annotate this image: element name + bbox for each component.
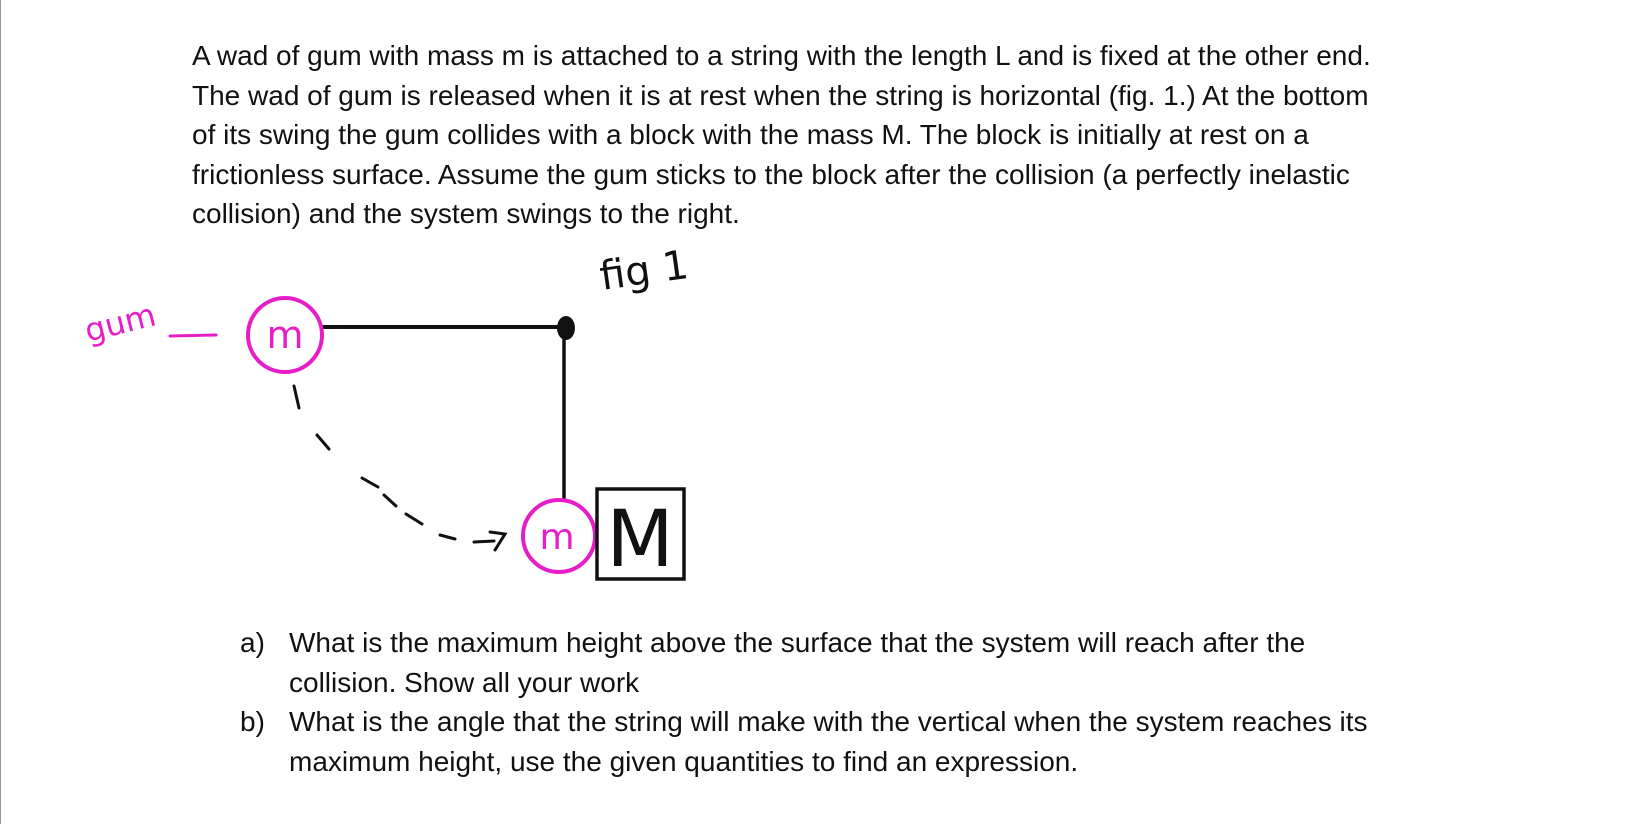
swing-path-dash: [406, 514, 422, 524]
swing-path-dash: [362, 478, 378, 487]
pivot-point: [557, 316, 575, 340]
question-line: What is the maximum height above the surface that the system will reach after the: [289, 627, 1306, 658]
problem-line: The wad of gum is released when it is at rest when the string is horizontal (fig. 1.) At the bottom: [192, 79, 1369, 111]
question-line: maximum height, use the given quantities to find an expression.: [289, 745, 1079, 777]
swing-path-arrow: [294, 386, 505, 550]
question-item: [240, 623, 1540, 702]
gum-end-mass-label: m: [539, 517, 575, 558]
gum-label: gum: [80, 295, 160, 350]
question-item: [240, 702, 1540, 781]
question-line: What is the angle that the string will make with the vertical when the system reaches its: [289, 706, 1368, 737]
block-mass-label: M: [606, 495, 674, 585]
question-line: collision. Show all your work: [289, 666, 640, 698]
problem-line: A wad of gum with mass m is attached to a string with the length L and is fixed at the other end.: [192, 40, 1371, 71]
gum-label-pointer: [170, 335, 216, 336]
gum-start-mass-label: m: [266, 313, 304, 357]
swing-path-dash: [317, 435, 329, 449]
question-marker: b): [240, 706, 265, 737]
swing-path-dash: [384, 495, 396, 506]
swing-path-dash: [440, 535, 455, 539]
swing-path-dash: [294, 386, 299, 408]
figure-caption: fig 1: [596, 241, 692, 300]
problem-line: frictionless surface. Assume the gum sticks to the block after the collision (a perfectly inelastic: [192, 158, 1350, 190]
swing-path-dash: [474, 541, 494, 542]
problem-line: collision) and the system swings to the right.: [192, 198, 740, 229]
problem-line: of its swing the gum collides with a block with the mass M. The block is initially at rest on a: [192, 119, 1309, 150]
question-marker: a): [240, 627, 265, 658]
question-list: [240, 623, 1540, 781]
